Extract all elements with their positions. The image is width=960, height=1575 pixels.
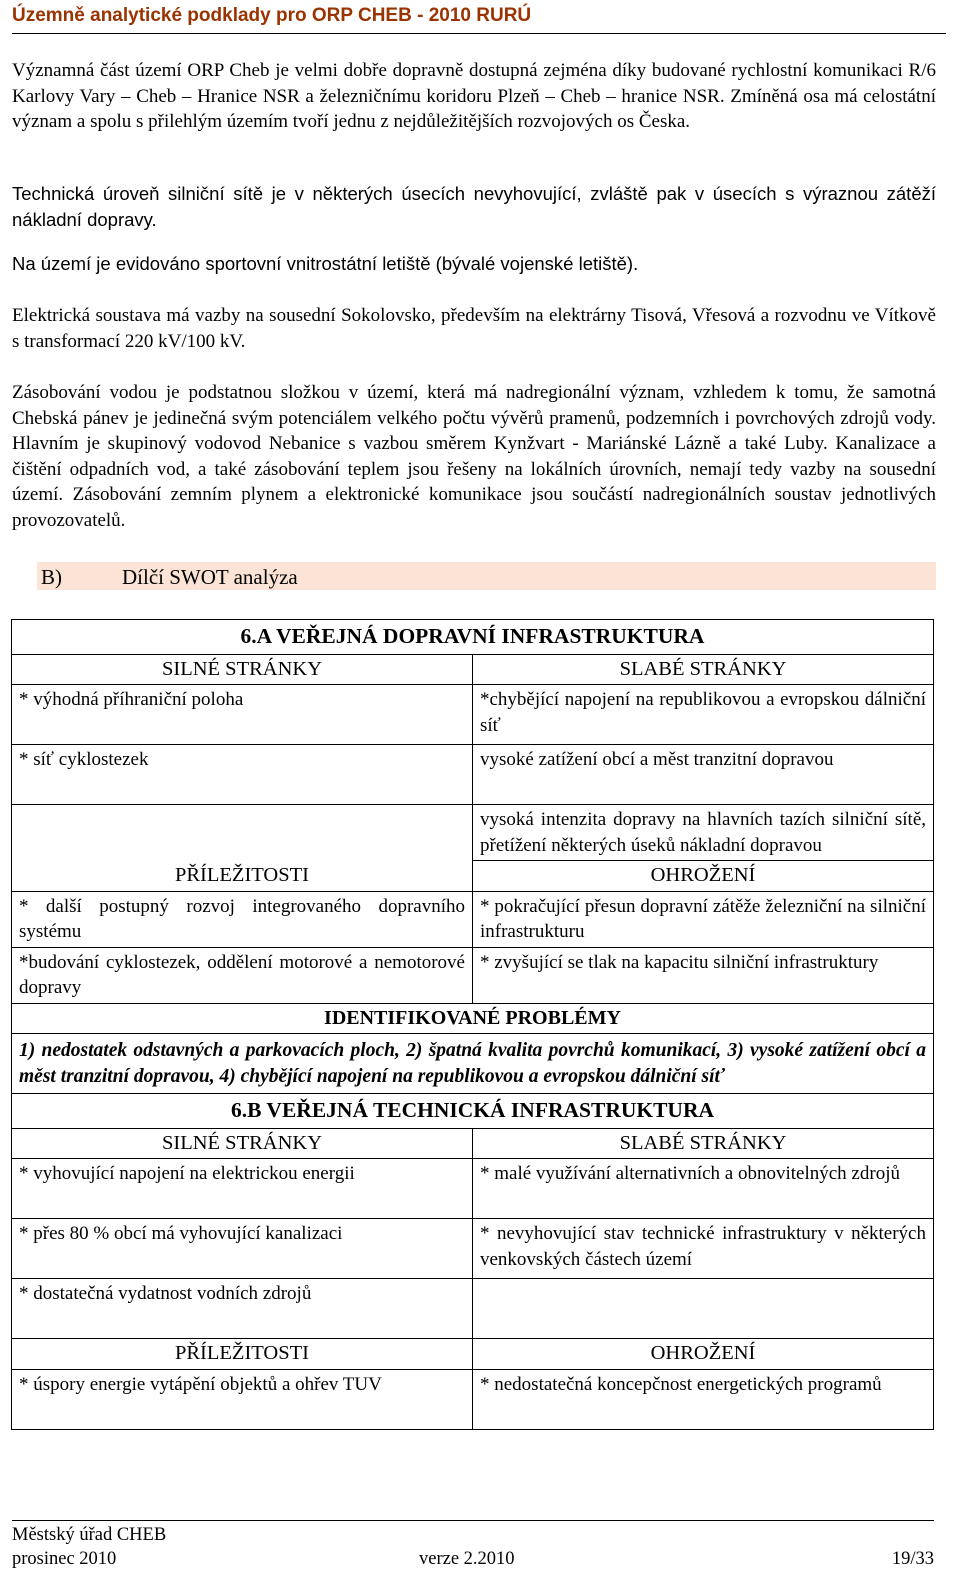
footer-page-number: 19/33 <box>891 1549 934 1569</box>
a-weakness-2: vysoké zatížení obcí a měst tranzitní dopravou <box>473 745 934 805</box>
b-weaknesses-header: SLABÉ STRÁNKY <box>473 1128 934 1159</box>
a-opportunity-1: * další postupný rozvoj integrovaného dopravního systému <box>12 891 473 947</box>
a-weakness-3: vysoká intenzita dopravy na hlavních tazích silniční sítě, přetížení některých úseků nákladní dopravou <box>473 805 934 861</box>
a-threat-1: * pokračující přesun dopravní zátěže železniční na silniční infrastrukturu <box>473 891 934 947</box>
a-opportunities-header: PŘÍLEŽITOSTI <box>12 861 473 892</box>
a-strength-2: * síť cyklostezek <box>12 745 473 805</box>
b-weakness-1: * malé využívání alternativních a obnovitelných zdrojů <box>473 1159 934 1219</box>
paragraph-road-network: Technická úroveň silniční sítě je v některých úsecích nevyhovující, zvláště pak v úsecích s výraznou zátěží nákladní dopravy. <box>12 183 936 230</box>
paragraph-transport-access: Významná část území ORP Cheb je velmi dobře dopravně dostupná zejména díky budované rychlostní komunikaci R/6 Karlovy Vary – Cheb – Hranice NSR a železničnímu koridoru Plzeň – Cheb – hranice NSR. Zmíněná osa má celostátní význam a spolu s přilehlým územím tvoří jednu z nejdůležitějších rozvojových os Česka. <box>12 60 936 132</box>
swot-section-heading <box>37 562 936 590</box>
a-problems-header: IDENTIFIKOVANÉ PROBLÉMY <box>12 1003 934 1034</box>
a-weaknesses-header: SLABÉ STRÁNKY <box>473 654 934 685</box>
a-threats-header: OHROŽENÍ <box>473 861 934 892</box>
page-footer <box>12 1520 934 1571</box>
swot-table <box>11 619 934 1430</box>
b-strength-1: * vyhovující napojení na elektrickou energii <box>12 1159 473 1219</box>
footer-office: Městský úřad CHEB <box>12 1525 167 1545</box>
paragraph-airport: Na území je evidováno sportovní vnitrostátní letiště (bývalé vojenské letiště). <box>12 253 639 274</box>
a-threat-2: * zvyšující se tlak na kapacitu silniční infrastruktury <box>473 947 934 1003</box>
a-strength-1: * výhodná příhraniční poloha <box>12 685 473 745</box>
a-strengths-header: SILNÉ STRÁNKY <box>12 654 473 685</box>
b-threats-header: OHROŽENÍ <box>473 1339 934 1370</box>
b-strength-3: * dostatečná vydatnost vodních zdrojů <box>12 1279 473 1339</box>
header-title: Územně analytické podklady pro ORP CHEB - 2010 RURÚ <box>12 5 532 26</box>
a-empty-cell <box>12 805 473 861</box>
b-strengths-header: SILNÉ STRÁNKY <box>12 1128 473 1159</box>
section-a-title: 6.A VEŘEJNÁ DOPRAVNÍ INFRASTRUKTURA <box>12 620 934 655</box>
paragraph-electric-system: Elektrická soustava má vazby na sousední Sokolovsko, především na elektrárny Tisová, Vřesová a rozvodnu ve Vítkově s transformací 220 kV/100 kV. <box>12 305 936 352</box>
b-opportunities-header: PŘÍLEŽITOSTI <box>12 1339 473 1370</box>
swot-heading-title: Dílčí SWOT analýza <box>122 565 298 589</box>
document-header <box>12 0 946 34</box>
footer-version: verze 2.2010 <box>419 1549 515 1569</box>
section-b-title: 6.B VEŘEJNÁ TECHNICKÁ INFRASTRUKTURA <box>12 1094 934 1129</box>
footer-date: prosinec 2010 <box>12 1549 117 1569</box>
b-weakness-2: * nevyhovující stav technické infrastruktury v některých venkovských částech území <box>473 1219 934 1279</box>
paragraph-water-supply: Zásobování vodou je podstatnou složkou v území, která má nadregionální význam, vzhledem k tomu, že samotná Chebská pánev je jedinečná svým potenciálem velkého počtu vývěrů pramenů, podzemních i povrchových zdrojů vody. Hlavním je skupinový vodovod Nebanice s vazbou směrem Kynžvart - Mariánské Lázně a také Luby. Kanalizace a čištění odpadních vod, a také zásobování teplem jsou řešeny na lokálních úrovních, nemají tedy vazby na sousední území. Zásobování zemním plynem a elektronické komunikace jsou součástí nadregionálních soustav jednotlivých provozovatelů. <box>12 382 936 531</box>
a-problems-text: 1) nedostatek odstavných a parkovacích ploch, 2) špatná kvalita povrchů komunikací, 3) vysoké zatížení obcí a měst tranzitní dopravou, 4) chybějící napojení na republikovou a evropskou dálniční síť <box>12 1034 934 1094</box>
b-threat-1: * nedostatečná koncepčnost energetických programů <box>473 1369 934 1429</box>
swot-heading-letter: B) <box>41 565 62 589</box>
b-opportunity-1: * úspory energie vytápění objektů a ohřev TUV <box>12 1369 473 1429</box>
a-opportunity-2: *budování cyklostezek, oddělení motorové a nemotorové dopravy <box>12 947 473 1003</box>
b-strength-2: * přes 80 % obcí má vyhovující kanalizaci <box>12 1219 473 1279</box>
b-empty-cell <box>473 1279 934 1339</box>
a-weakness-1: *chybějící napojení na republikovou a evropskou dálniční síť <box>473 685 934 745</box>
